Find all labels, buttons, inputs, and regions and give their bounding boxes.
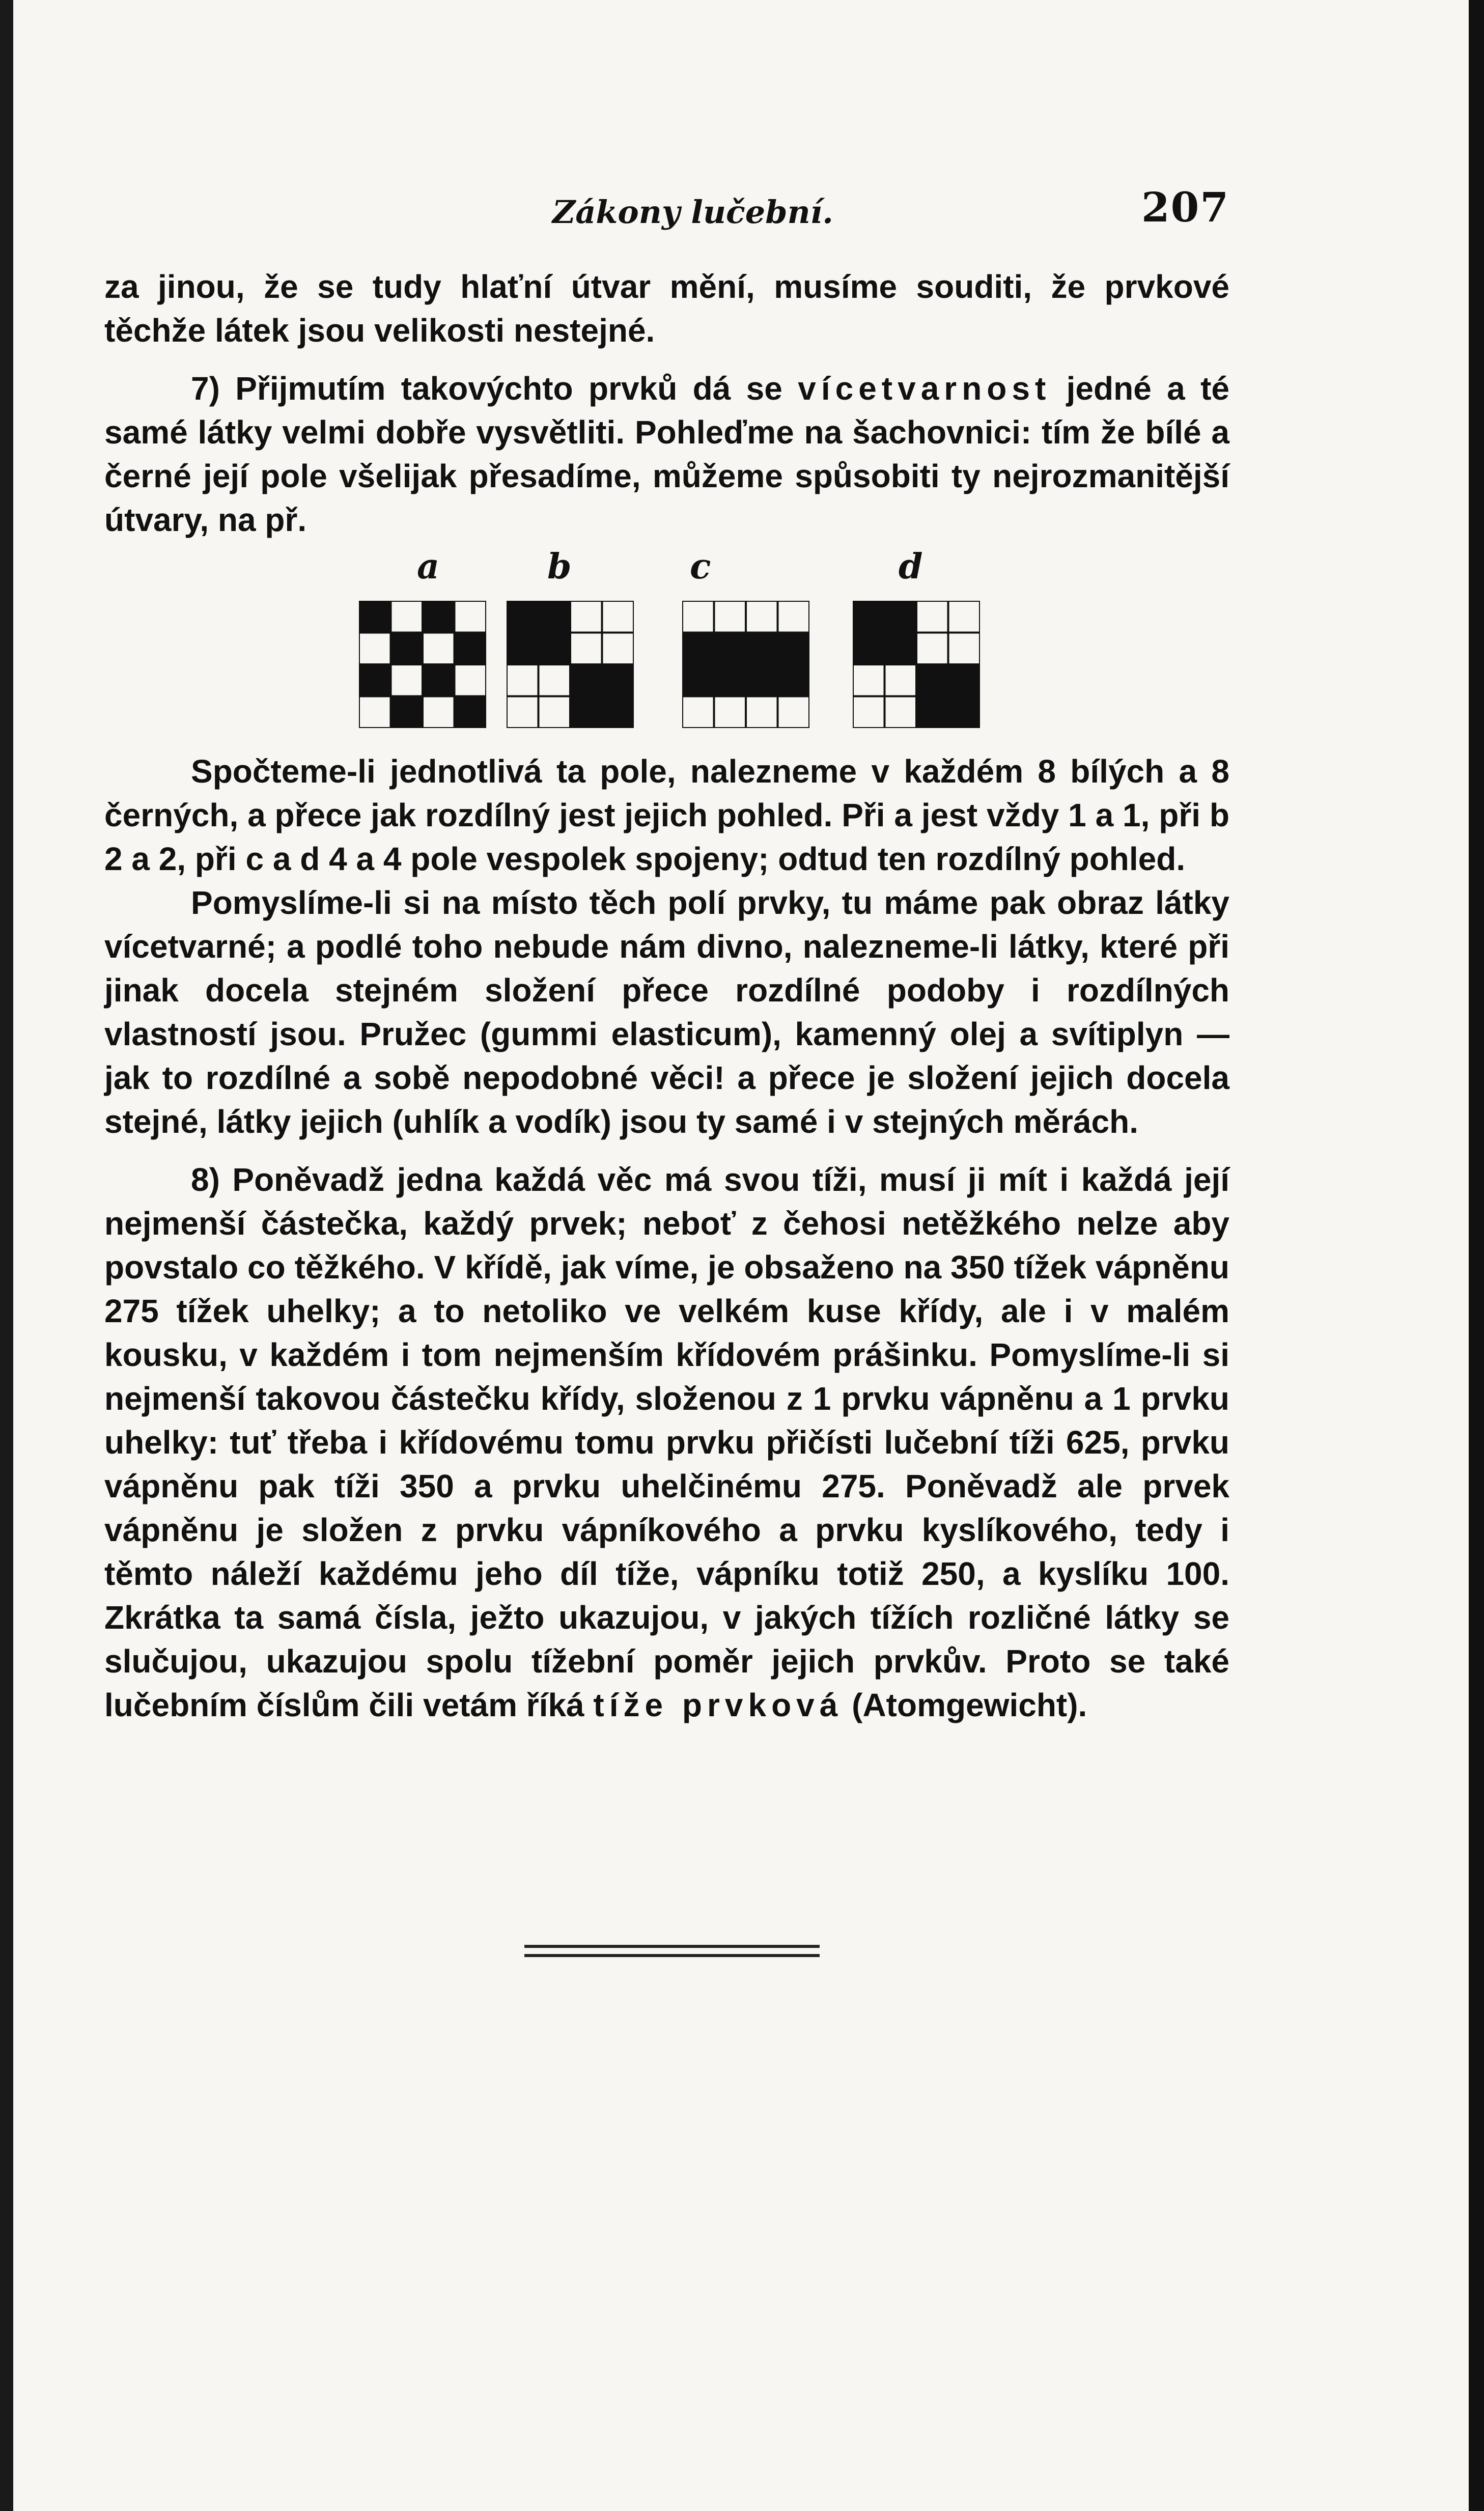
- board-cell: [359, 633, 391, 665]
- board-cell: [507, 633, 539, 665]
- board-cell: [948, 696, 981, 729]
- running-title: Zákony lučební.: [552, 193, 833, 231]
- board-cell: [778, 601, 810, 633]
- paragraph-2-rest: jedné a té samé látky velmi dobře vysvětliti. Pohleďme na šachovnici: tím že bílé a černé její pole všelijak přesadíme, můžeme spůsobiti ty nejrozmanitější útvary, na př.: [104, 370, 1230, 538]
- board-cell: [570, 633, 602, 665]
- paragraph-5-body: 8) Poněvadž jedna každá věc má svou tíži, musí ji mít i každá její nejmenší částečka, každý prvek; neboť z čehosi netěžkého nelze aby povstalo co těžkého. V křídě, jak víme, je obsaženo na 350 tížek vápněnu 275 tížek uhelky; a to netoliko ve velkém kuse křídy, ale i v malém kousku, v každém i tom nejmenším křídovém prášinku. Pomyslíme-li si nejmenší takovou částečku křídy, složenou z 1 prvku vápněnu a 1 prvku uhelky: tuť třeba i křídovému tomu prvku přičísti lučební tíži 625, prvku vápněnu pak tíži 350 a prvku uhelčinému 275. Poněvadž ale prvek vápněnu je složen z prvku vápníkového a prvku kyslíkového, tedy i těmto náleží každému jeho díl tíže, vápníku totiž 250, a kyslíku 100. Zkrátka ta samá čísla, ježto ukazujou, v jakých tížích rozličné látky se slučujou, ukazujou spolu tížební poměr jejich prvkův. Proto se také lučebním číslům čili vetám říká: [104, 1161, 1229, 1723]
- chessboard-c: [682, 601, 809, 728]
- board-cell: [391, 633, 423, 665]
- board-cell: [853, 696, 885, 729]
- paragraph-5: [104, 1158, 1229, 1727]
- board-cell: [570, 664, 602, 696]
- board-cell: [885, 601, 917, 633]
- board-cell: [602, 696, 634, 729]
- board-cell: [714, 601, 746, 633]
- board-cell: [359, 664, 391, 696]
- board-cell: [539, 633, 571, 665]
- end-rule-top: [524, 1945, 820, 1948]
- paragraph-2-emphasis: vícetvarnost: [798, 370, 1051, 407]
- board-cell: [359, 696, 391, 729]
- paragraph-5-end: (Atomgewicht).: [843, 1687, 1087, 1723]
- board-cell: [853, 633, 885, 665]
- board-cell: [455, 601, 487, 633]
- chessboard-figure: [104, 545, 1229, 738]
- board-cell: [423, 601, 455, 633]
- board-cell: [539, 601, 571, 633]
- board-cell: [853, 601, 885, 633]
- board-cell: [455, 664, 487, 696]
- page-body: [104, 265, 1229, 1727]
- chessboard-a: [359, 601, 486, 728]
- board-cell: [885, 696, 917, 729]
- page-header: [104, 183, 1229, 239]
- board-cell: [885, 664, 917, 696]
- board-cell: [853, 664, 885, 696]
- board-cell: [746, 696, 778, 729]
- board-cell: [423, 633, 455, 665]
- chessboard-b: [507, 601, 634, 728]
- board-cell: [916, 696, 948, 729]
- board-cell: [391, 664, 423, 696]
- page-number: 207: [1141, 183, 1229, 231]
- board-cell: [714, 633, 746, 665]
- board-cell: [602, 633, 634, 665]
- board-cell: [423, 696, 455, 729]
- end-rule-bottom: [524, 1954, 820, 1957]
- board-cell: [359, 601, 391, 633]
- page-edge-right: [1469, 0, 1484, 2511]
- board-cell: [948, 633, 981, 665]
- board-cell: [507, 601, 539, 633]
- board-cell: [682, 664, 714, 696]
- board-cell: [746, 633, 778, 665]
- paragraph-2: [104, 367, 1229, 542]
- board-cell: [423, 664, 455, 696]
- board-cell: [885, 633, 917, 665]
- board-cell: [778, 664, 810, 696]
- board-cell: [778, 696, 810, 729]
- figure-label-a: a: [417, 546, 440, 587]
- board-cell: [507, 664, 539, 696]
- board-cell: [778, 633, 810, 665]
- board-cell: [455, 633, 487, 665]
- board-cell: [746, 664, 778, 696]
- paragraph-1: za jinou, že se tudy hlaťní útvar mění, musíme souditi, že prvkové těchže látek jsou velikosti nestejné.: [104, 268, 1229, 349]
- board-cell: [391, 601, 423, 633]
- board-cell: [570, 601, 602, 633]
- board-cell: [916, 633, 948, 665]
- board-cell: [682, 633, 714, 665]
- board-cell: [746, 601, 778, 633]
- board-cell: [602, 601, 634, 633]
- board-cell: [948, 601, 981, 633]
- board-cell: [916, 664, 948, 696]
- board-cell: [507, 696, 539, 729]
- paragraph-4: Pomyslíme-li si na místo těch polí prvky, tu máme pak obraz látky vícetvarné; a podlé toho nebude nám divno, nalezneme-li látky, které při jinak docela stejném složení přece rozdílné podoby i rozdílných vlastností jsou. Pružec (gummi elasticum), kamenný olej a svítiplyn — jak to rozdílné a sobě nepodobné věci! a přece je složení jejich docela stejné, látky jejich (uhlík a vodík) jsou ty samé i v stejných měrách.: [104, 884, 1229, 1140]
- board-cell: [539, 696, 571, 729]
- board-cell: [391, 696, 423, 729]
- board-cell: [682, 601, 714, 633]
- board-cell: [714, 696, 746, 729]
- board-cell: [682, 696, 714, 729]
- board-cell: [916, 601, 948, 633]
- board-cell: [570, 696, 602, 729]
- figure-label-b: b: [547, 546, 572, 587]
- board-cell: [714, 664, 746, 696]
- board-cell: [539, 664, 571, 696]
- board-cell: [455, 696, 487, 729]
- paragraph-5-emphasis: tíže prvková: [593, 1687, 843, 1723]
- chessboard-d: [853, 601, 980, 728]
- paragraph-2-start: 7) Přijmutím takovýchto prvků dá se: [191, 370, 798, 407]
- page-edge-left: [0, 0, 13, 2511]
- board-cell: [948, 664, 981, 696]
- board-cell: [602, 664, 634, 696]
- paragraph-3: Spočteme-li jednotlivá ta pole, nalezneme v každém 8 bílých a 8 černých, a přece jak rozdílný jest jejich pohled. Při a jest vždy 1 a 1, při b 2 a 2, při c a d 4 a 4 pole vespolek spojeny; odtud ten rozdílný pohled.: [104, 753, 1229, 877]
- figure-label-c: c: [690, 546, 711, 587]
- figure-label-d: d: [899, 546, 923, 587]
